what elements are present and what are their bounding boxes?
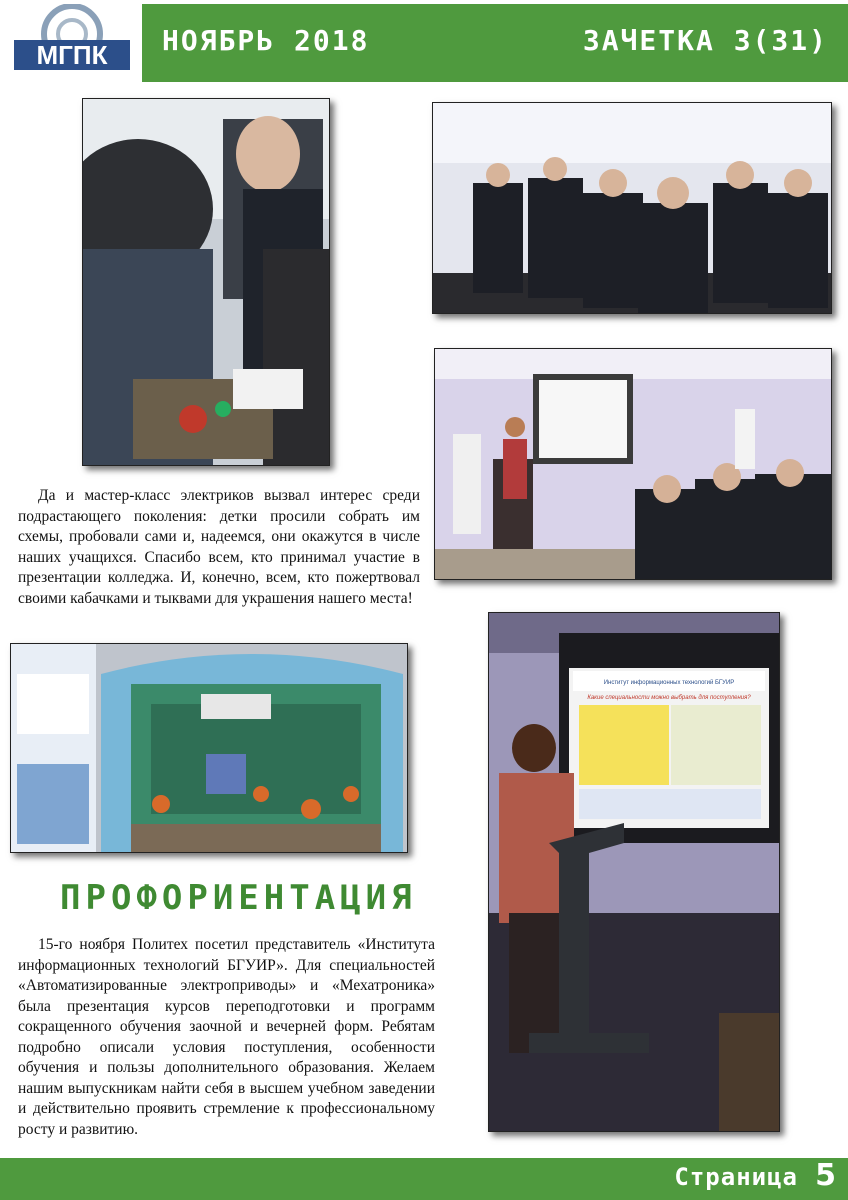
slide-title: Институт информационных технологий БГУИР [603, 680, 735, 686]
photo-master-class [82, 98, 330, 466]
section-title-career-guidance: ПРОФОРИЕНТАЦИЯ [60, 878, 417, 918]
slide-subtitle: Какие специальности можно выбрать для поступления? [587, 695, 751, 701]
issue-date: НОЯБРЬ 2018 [162, 24, 370, 57]
page-label: Страница [674, 1163, 798, 1191]
article-bguir-text: 15-го ноября Политех посетил представитель «Института информационных технологий БГУИР». Для специальностей «Автоматизированные электроприводы» и «Мехатроника» была презентация курсов переподготовки и программ сокращенного обучения заочной и вечерней форм. Ребятам подробно описали условия поступления, особенности обучения и пользы дополнительного образования. Желаем нашим выпускникам найти себя в высшем учебном заведении и действительно проявить стремление к профессиональному росту и развитию. [18, 936, 435, 1138]
photo-audience [432, 102, 832, 314]
header-bar [142, 4, 848, 82]
photo-presentation-hall [434, 348, 832, 580]
page-number: 5 [815, 1158, 836, 1193]
page-footer [0, 1158, 848, 1200]
logo-text: МГПК [36, 40, 108, 70]
page-header [0, 0, 848, 86]
article-master-class-text: Да и мастер-класс электриков вызвал интерес среди подрастающего поколения: детки просили собрать им схемы, пробовали сами и, надеемся, они окажутся в числе наших учащихся. Спасибо всем, кто принимал участие в презентации колледжа. И, конечно, всем, кто пожертвовал своими кабачками и тыквами для украшения нашего места! [18, 487, 420, 607]
photo-college-tent [10, 643, 408, 853]
photo-bguir-presenter [488, 612, 780, 1132]
issue-number: ЗАЧЕТКА 3(31) [582, 24, 828, 57]
college-logo [8, 4, 136, 82]
